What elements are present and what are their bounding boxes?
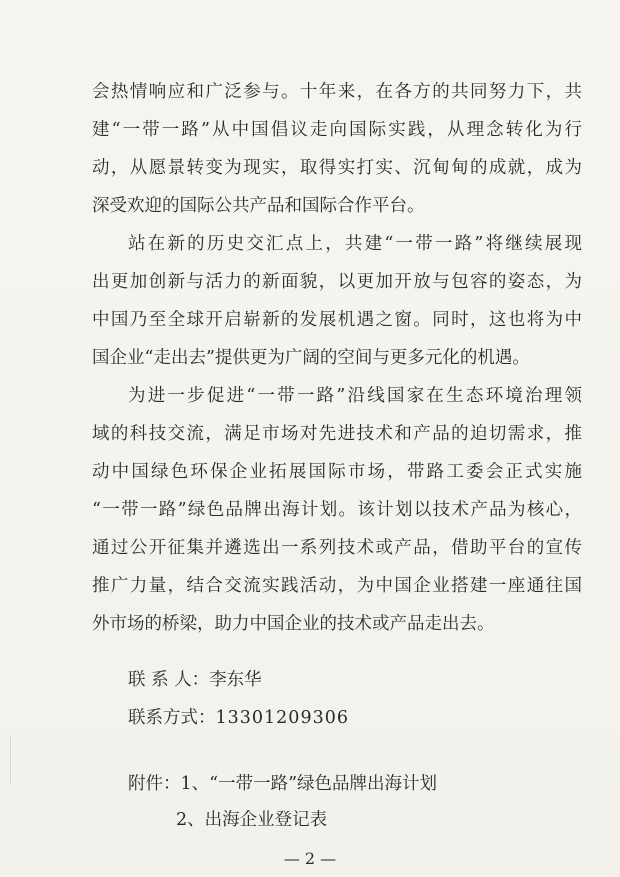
contact-method-label: 联系方式： — [128, 708, 216, 728]
paragraph-line: 通过公开征集并遴选出一系列技术或产品，借助平台的宣传 — [92, 538, 582, 558]
paragraph-line: 出更加创新与活力的新面貌，以更加开放与包容的姿态，为 — [92, 272, 582, 292]
paragraph-line: 推广力量，结合交流实践活动，为中国企业搭建一座通往国 — [92, 576, 582, 596]
paragraph-line: 会热情响应和广泛参与。十年来，在各方的共同努力下，共 — [92, 82, 582, 102]
attachment-row-1 — [128, 772, 437, 796]
paper-crease — [10, 735, 11, 785]
paragraph-line: 中国乃至全球开启崭新的发展机遇之窗。同时，这也将为中 — [92, 310, 582, 330]
attachment-item-2: 2、出海企业登记表 — [176, 810, 328, 830]
paragraph-line: 深受欢迎的国际公共产品和国际合作平台。 — [92, 196, 425, 216]
paragraph-line: 外市场的桥梁，助力中国企业的技术或产品走出去。 — [92, 614, 495, 634]
contact-method-row — [128, 706, 349, 730]
page-number: — 2 — — [283, 849, 337, 868]
contact-person-row — [128, 668, 262, 692]
paragraph-line: 国企业“走出去”提供更为广阔的空间与更多元化的机遇。 — [92, 348, 530, 368]
paragraph-line: 站在新的历史交汇点上，共建“一带一路”将继续展现 — [128, 234, 582, 254]
paragraph-line: 为进一步促进“一带一路”沿线国家在生态环境治理领 — [128, 386, 582, 406]
paragraph-line: 域的科技交流，满足市场对先进技术和产品的迫切需求，推 — [92, 424, 582, 444]
paragraph-line: “一带一路”绿色品牌出海计划。该计划以技术产品为核心， — [92, 500, 582, 520]
attachment-item-1: 1、“一带一路”绿色品牌出海计划 — [180, 774, 438, 794]
contact-person-label: 联 系 人： — [128, 670, 210, 690]
contact-person-value: 李东华 — [209, 670, 262, 690]
paragraph-line: 动中国绿色环保企业拓展国际市场，带路工委会正式实施 — [92, 462, 582, 482]
attachments-label: 附件： — [128, 774, 181, 794]
paragraph-line: 建“一带一路”从中国倡议走向国际实践，从理念转化为行 — [92, 120, 582, 140]
paragraph-line: 动，从愿景转变为现实，取得实打实、沉甸甸的成就，成为 — [92, 158, 582, 178]
contact-method-value: 13301209306 — [215, 708, 349, 728]
attachment-row-2 — [176, 808, 327, 832]
